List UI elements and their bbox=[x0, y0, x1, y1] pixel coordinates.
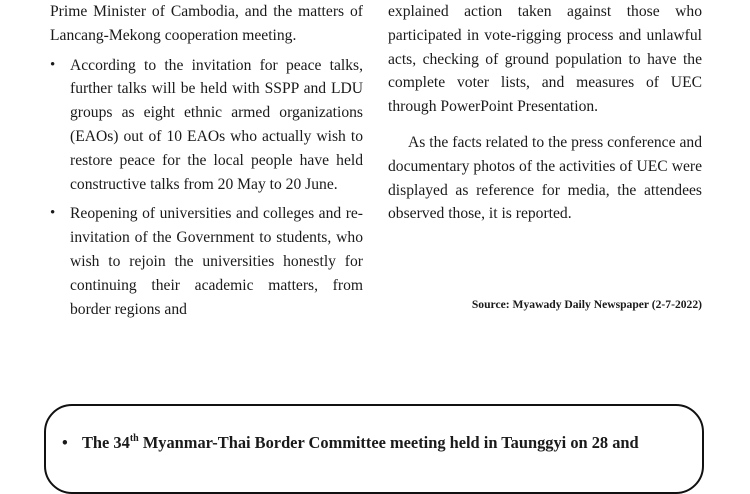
bullet-list bbox=[50, 54, 363, 322]
intro-paragraph: Prime Minister of Cambodia, and the matters of Lancang-Mekong cooperation meeting. bbox=[50, 3, 363, 44]
paragraph-action-taken: explained action taken against those who participated in vote-rigging process and unlawful acts, checking of ground population to have the complete voter lists, and measures of UEC through PowerPoint Presentation. bbox=[388, 3, 702, 116]
box-headline bbox=[62, 432, 712, 454]
box-headline-sup: th bbox=[129, 433, 139, 444]
left-column bbox=[50, 0, 363, 327]
list-item: • Reopening of universities and colleges and re-invitation of the Government to students, who wish to rejoin the universities honestly for continuing their academic matters, from border regions and bbox=[50, 202, 363, 321]
list-item: • According to the invitation for peace talks, further talks will be held with SSPP and LDU groups as eight ethnic armed organizations (EAOs) out of 10 EAOs who actually wish to restore peace for the local people have held constructive talks from 20 May to 20 June. bbox=[50, 54, 363, 197]
box-headline-prefix: The 34 bbox=[82, 433, 130, 452]
bullet-icon: • bbox=[62, 433, 68, 452]
source-citation: Source: Myawady Daily Newspaper (2-7-2022) bbox=[471, 298, 702, 311]
box-headline-rest: Myanmar-Thai Border Committee meeting held in Taunggyi on 28 and bbox=[138, 433, 639, 452]
paragraph-press-conference: As the facts related to the press conference and documentary photos of the activities of UEC were displayed as reference for media, the attendees observed those, it is reported. bbox=[388, 133, 702, 223]
right-column bbox=[388, 0, 702, 226]
